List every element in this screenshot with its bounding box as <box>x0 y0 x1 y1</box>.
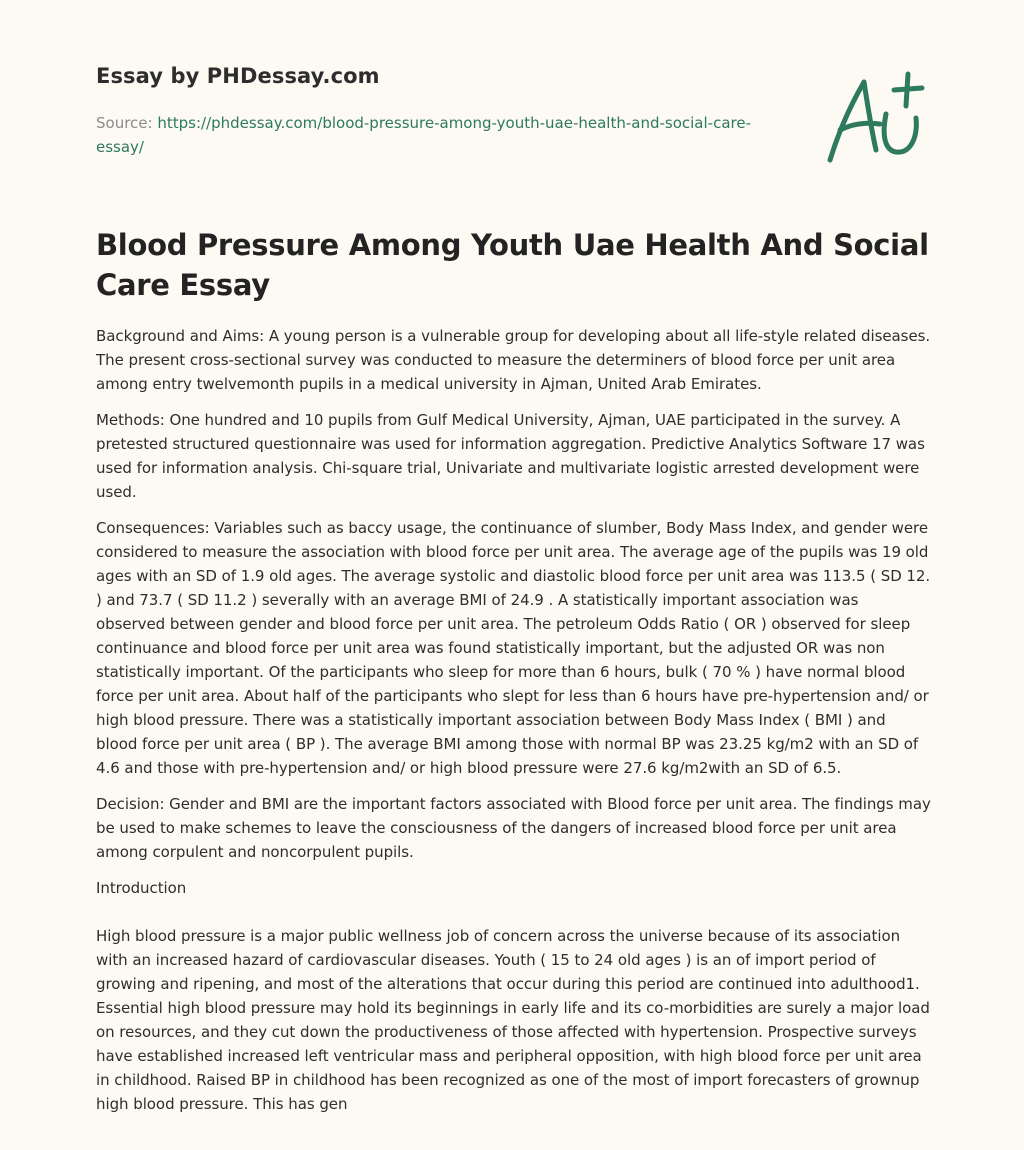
paragraph-decision: Decision: Gender and BMI are the important factors associated with Blood force per unit area. The findings may be used to make schemes to leave the consciousness of the dangers of increased blood force per unit area among corpulent and noncorpulent pupils. <box>96 795 931 861</box>
section-heading-introduction: Introduction <box>96 879 187 897</box>
source-line <box>96 111 776 159</box>
paragraph-consequences: Consequences: Variables such as baccy usage, the continuance of slumber, Body Mass Index, and gender were considered to measure the association with blood force per unit area. The average age of the pupils was 19 old ages with an SD of 1.9 old ages. The average systolic and diastolic blood force per unit area was 113.5 ( SD 12. ) and 73.7 ( SD 11.2 ) severally with an average BMI of 24.9 . A statistically important association was observed between gender and blood force per unit area. The petroleum Odds Ratio ( OR ) observed for sleep continuance and blood force per unit area was found statistically important, but the adjusted OR was non statistically important. Of the participants who sleep for more than 6 hours, bulk ( 70 % ) have normal blood force per unit area. About half of the participants who slept for less than 6 hours have pre-hypertension and/ or high blood pressure. There was a statistically important association between Body Mass Index ( BMI ) and blood force per unit area ( BP ). The average BMI among those with normal BP was 23.25 kg/m2 with an SD of 4.6 and those with pre-hypertension and/ or high blood pressure were 27.6 kg/m2with an SD of 6.5. <box>96 519 931 777</box>
paragraph-background: Background and Aims: A young person is a vulnerable group for developing about all life-style related diseases. The present cross-sectional survey was conducted to measure the determiners of blood force per unit area among entry twelvemonth pupils in a medical university in Ajman, United Arab Emirates. <box>96 327 931 393</box>
source-link[interactable]: https://phdessay.com/blood-pressure-among-youth-uae-health-and-social-care-essay/ <box>96 114 751 156</box>
source-label: Source: <box>96 114 153 132</box>
paragraph-methods: Methods: One hundred and 10 pupils from Gulf Medical University, Ajman, UAE participated in the survey. A pretested structured questionnaire was used for information aggregation. Predictive Analytics Software 17 was used for information analysis. Chi-square trial, Univariate and multivariate logistic arrested development were used. <box>96 411 925 501</box>
article-title: Blood Pressure Among Youth Uae Health And Social Care Essay <box>96 228 929 302</box>
article-body <box>96 324 931 1128</box>
site-brand: Essay by PHDessay.com <box>96 64 380 88</box>
a-plus-logo-icon <box>824 68 928 166</box>
paragraph-introduction: High blood pressure is a major public wellness job of concern across the universe because of its association with an increased hazard of cardiovascular diseases. Youth ( 15 to 24 old ages ) is an of import period of growing and ripening, and most of the alterations that occur during this period are continued into adulthood1. Essential high blood pressure may hold its beginnings in early life and its co-morbidities are surely a major load on resources, and they cut down the productiveness of those affected with hypertension. Prospective surveys have established increased left ventricular mass and peripheral opposition, with high blood force per unit area in childhood. Raised BP in childhood has been recognized as one of the most of import forecasters of grownup high blood pressure. This has gen <box>96 927 930 1113</box>
